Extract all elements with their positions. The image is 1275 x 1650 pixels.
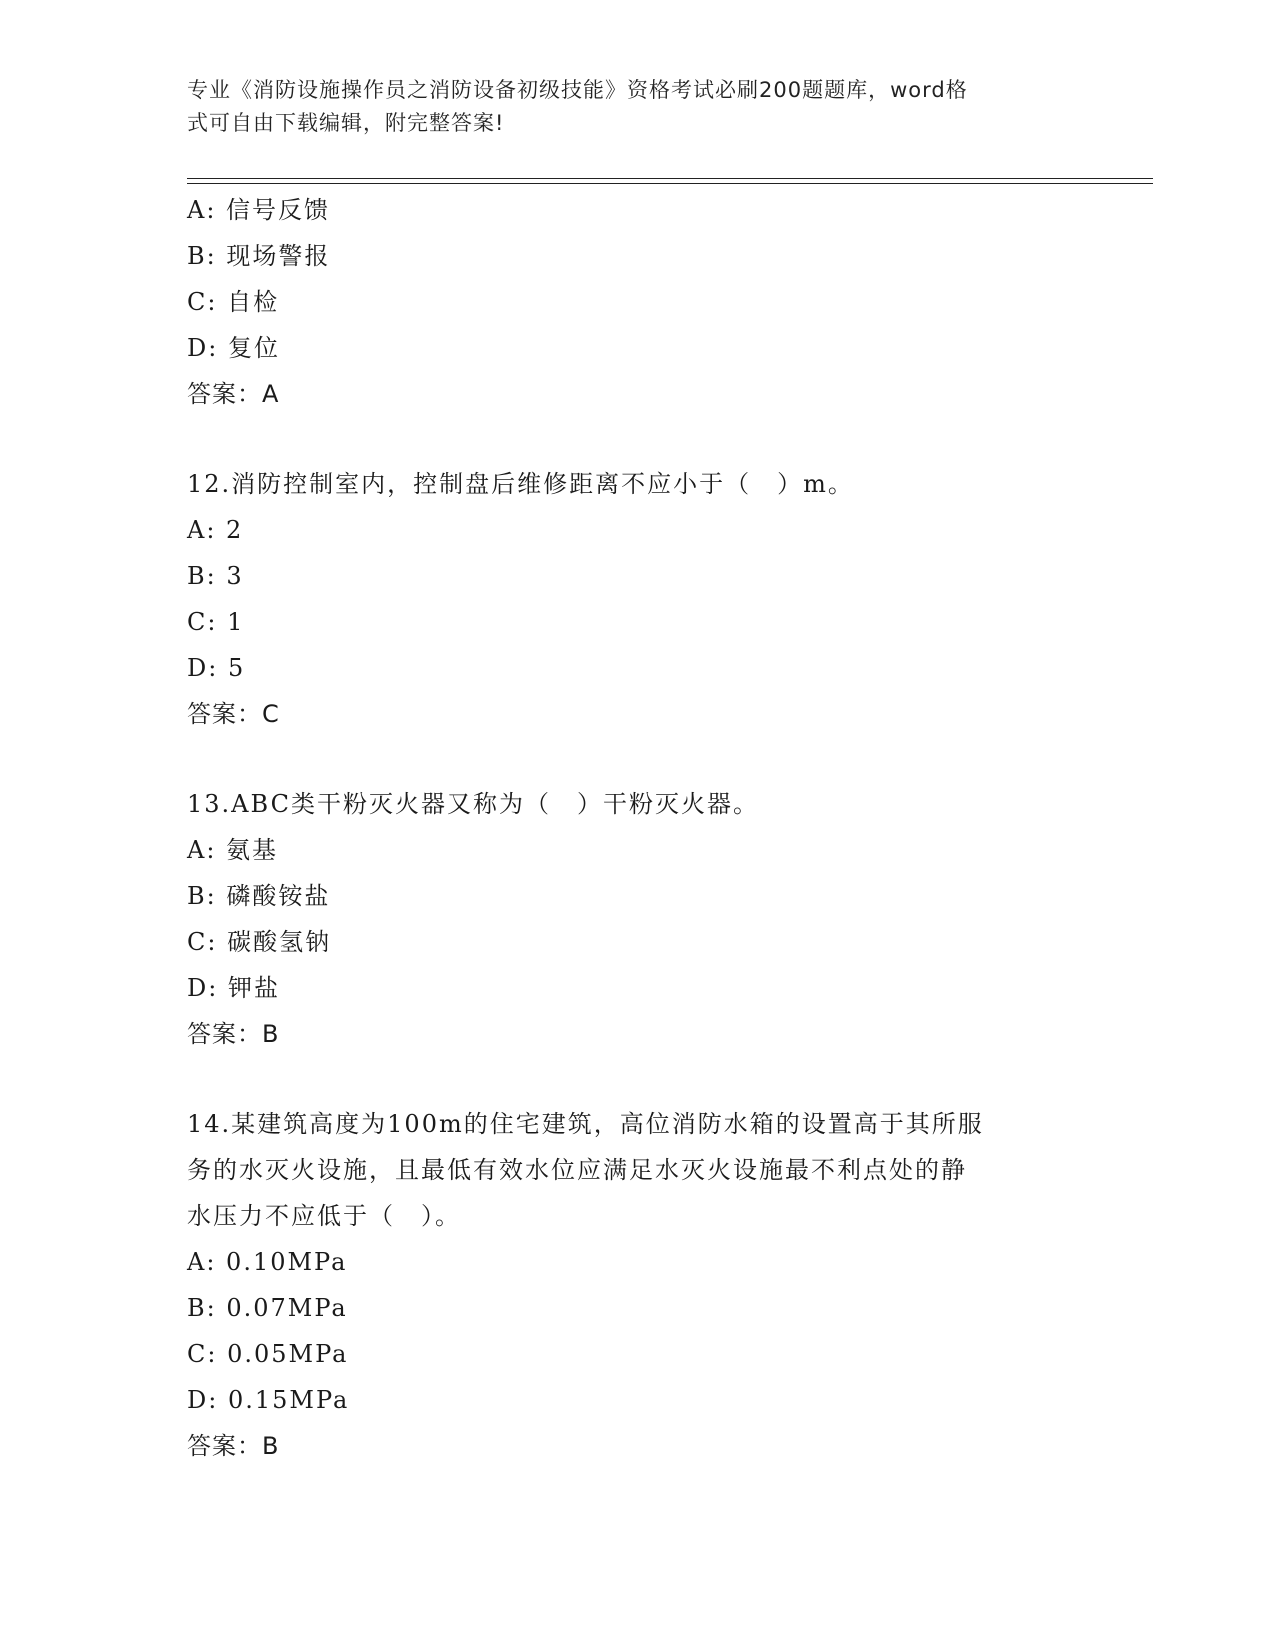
option-c: C: 碳酸氢钠: [187, 928, 332, 956]
option-d: D: 钾盐: [187, 974, 280, 1002]
question-text-line-2: 务的水灭火设施，且最低有效水位应满足水灭火设施最不利点处的静: [187, 1156, 967, 1184]
option-c: C: 0.05MPa: [187, 1340, 349, 1368]
option-b: B: 现场警报: [187, 242, 331, 270]
option-b: B: 3: [187, 562, 244, 590]
header-divider-top: [187, 178, 1153, 179]
document-header: [187, 74, 1067, 140]
question-text-line-3: 水压力不应低于（ ）。: [187, 1202, 461, 1230]
option-b: B: 0.07MPa: [187, 1294, 348, 1322]
option-a: A: 信号反馈: [187, 196, 331, 224]
answer-line: 答案：A: [187, 380, 280, 408]
question-11-continued: [187, 187, 1087, 417]
option-a: A: 2: [187, 516, 244, 544]
option-d: D: 复位: [187, 334, 280, 362]
answer-line: 答案：C: [187, 700, 280, 728]
question-text-line-1: 14.某建筑高度为100m的住宅建筑，高位消防水箱的设置高于其所服: [187, 1110, 984, 1138]
header-line-2: 式可自由下载编辑，附完整答案!: [187, 111, 505, 135]
answer-line: 答案：B: [187, 1432, 280, 1460]
question-text: 12.消防控制室内，控制盘后维修距离不应小于（ ）m。: [187, 470, 854, 498]
header-divider-bottom: [187, 183, 1153, 184]
option-a: A: 0.10MPa: [187, 1248, 348, 1276]
option-c: C: 自检: [187, 288, 280, 316]
question-text: 13.ABC类干粉灭火器又称为（ ）干粉灭火器。: [187, 790, 759, 818]
question-13: [187, 781, 1087, 1057]
option-d: D: 0.15MPa: [187, 1386, 350, 1414]
option-c: C: 1: [187, 608, 245, 636]
question-12: [187, 461, 1087, 737]
option-a: A: 氨基: [187, 836, 279, 864]
question-list: [187, 187, 1087, 1469]
question-14: [187, 1101, 1087, 1469]
option-b: B: 磷酸铵盐: [187, 882, 331, 910]
header-line-1: 专业《消防设施操作员之消防设备初级技能》资格考试必刷200题题库，word格: [187, 78, 968, 102]
option-d: D: 5: [187, 654, 246, 682]
answer-line: 答案：B: [187, 1020, 280, 1048]
